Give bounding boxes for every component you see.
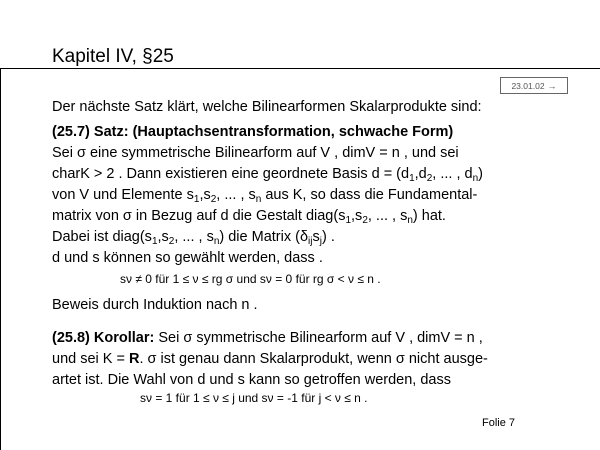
korollar-line-2: und sei K = R. σ ist genau dann Skalarprodukt, wenn σ nicht ausge- [52, 351, 488, 367]
slide-title: Kapitel IV, §25 [52, 46, 174, 67]
date-badge[interactable] [500, 77, 568, 94]
satz-line-1: Sei σ eine symmetrische Bilinearform auf V , dimV = n , und sei [52, 145, 459, 161]
satz-line-3: von V und Elemente $s_1,s_2$, ... , $s_n$ aus K, so dass die Fundamental- [52, 187, 478, 205]
formula-rank: sν ≠ 0 für 1 ≤ ν ≤ rg σ und sν = 0 für rg σ < ν ≤ n . [120, 272, 381, 286]
proof-line: Beweis durch Induktion nach n . [52, 297, 258, 313]
formula-signature: sν = 1 für 1 ≤ ν ≤ j und sν = -1 für j < ν ≤ n . [140, 391, 368, 405]
satz-line-2: charK > 2 . Dann existieren eine geordnete Basis $d = (d_1,d_2$, ... , $d_n$) [52, 166, 483, 184]
satz-line-4: matrix von σ in Bezug auf d die Gestalt $diag(s_1,s_2$, ... , $s_n$) hat. [52, 208, 446, 226]
korollar-line-3: artet ist. Die Wahl von d und s kann so getroffen werden, dass [52, 372, 451, 388]
korollar-line-1: (25.8) Korollar: Sei σ symmetrische Bilinearform auf V , dimV = n , [52, 330, 483, 346]
intro-line: Der nächste Satz klärt, welche Bilinearformen Skalarprodukte sind: [52, 99, 482, 115]
slide-number: Folie 7 [482, 417, 516, 429]
date-label: 23.01.02 [511, 80, 545, 91]
satz-line-6: d und s können so gewählt werden, dass . [52, 250, 323, 266]
satz-heading: (25.7) Satz: (Hauptachsentransformation, schwache Form) [52, 124, 454, 140]
satz-line-5: Dabei ist $diag(s_1,s_2$, ... , $s_n$) die Matrix $(\delta_{ij}s_j)$ . [52, 229, 335, 247]
arrow-right-icon: → [547, 80, 557, 91]
